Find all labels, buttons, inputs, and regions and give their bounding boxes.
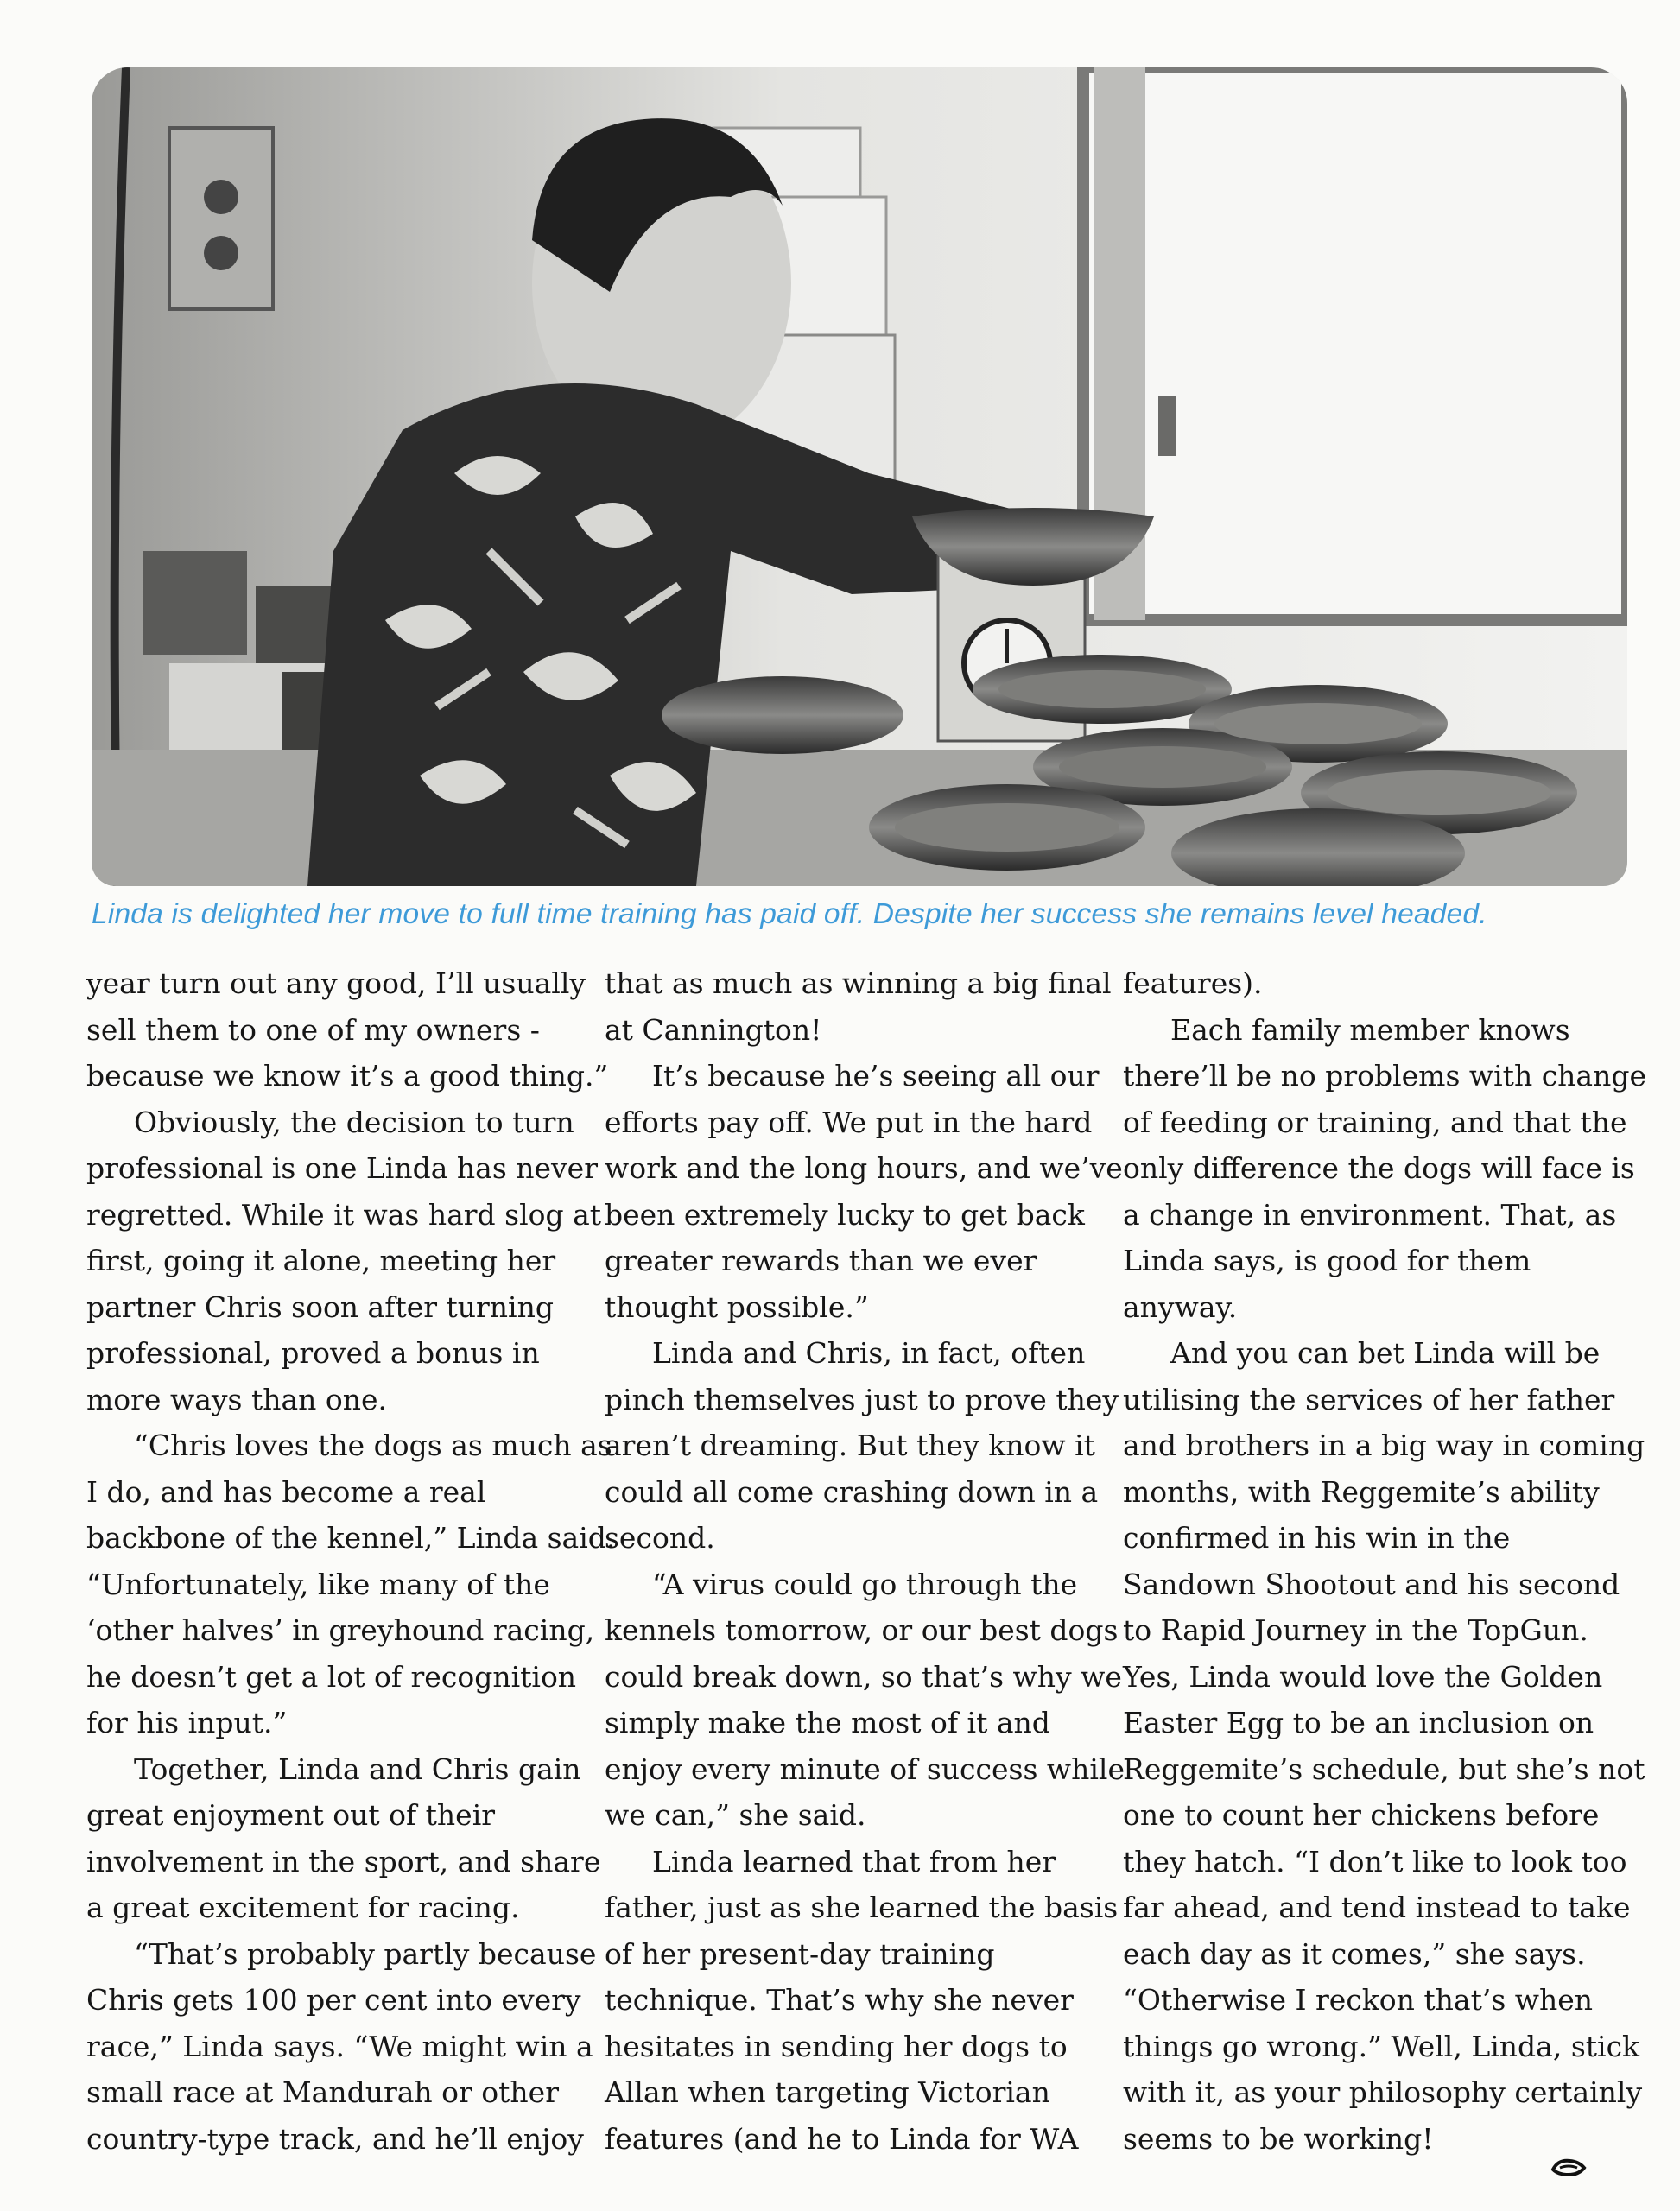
- text-line: of feeding or training, and that the: [1123, 1105, 1627, 1139]
- text-line: a great excitement for racing.: [86, 1891, 520, 1924]
- text-line: thought possible.”: [605, 1289, 869, 1324]
- text-line: aren’t dreaming. But they know it: [605, 1429, 1095, 1462]
- text-line: more ways than one.: [86, 1382, 388, 1416]
- text-line: involvement in the sport, and share: [86, 1844, 601, 1878]
- text-line: regretted. While it was hard slog at: [86, 1197, 602, 1232]
- text-line: that as much as winning a big final: [605, 966, 1112, 1000]
- text-line: Yes, Linda would love the Golden: [1123, 1659, 1603, 1694]
- text-line: Linda and Chris, in fact, often: [652, 1336, 1086, 1370]
- article-column-3: [1123, 960, 1647, 2204]
- text-line: at Cannington!: [605, 1012, 822, 1047]
- text-line: second.: [605, 1521, 715, 1555]
- text-line: Chris gets 100 per cent into every: [86, 1983, 581, 2017]
- text-line: “That’s probably partly because: [134, 1936, 597, 1971]
- text-line: And you can bet Linda will be: [1170, 1336, 1601, 1370]
- text-line: “A virus could go through the: [652, 1567, 1078, 1601]
- text-line: Easter Egg to be an inclusion on: [1123, 1706, 1594, 1739]
- text-line: greater rewards than we ever: [605, 1244, 1037, 1277]
- text-line: Allan when targeting Victorian: [605, 2075, 1050, 2109]
- text-line: confirmed in his win in the: [1123, 1521, 1511, 1555]
- text-line: enjoy every minute of success while: [605, 1752, 1125, 1786]
- text-line: seems to be working!: [1123, 2121, 1434, 2156]
- text-line: “Chris loves the dogs as much as: [134, 1429, 612, 1462]
- text-line: “Unfortunately, like many of the: [86, 1567, 550, 1601]
- text-line: been extremely lucky to get back: [605, 1197, 1085, 1232]
- text-line: of her present-day training: [605, 1936, 995, 1971]
- text-line: could break down, so that’s why we: [605, 1659, 1122, 1694]
- text-line: year turn out any good, I’ll usually: [86, 966, 586, 1000]
- text-line: It’s because he’s seeing all our: [652, 1059, 1100, 1093]
- text-line: with it, as your philosophy certainly: [1123, 2075, 1643, 2109]
- text-line: a change in environment. That, as: [1123, 1197, 1617, 1232]
- text-line: efforts pay off. We put in the hard: [605, 1105, 1093, 1139]
- text-line: features (and he to Linda for WA: [605, 2121, 1079, 2156]
- text-line: professional, proved a bonus in: [86, 1336, 540, 1370]
- text-line: simply make the most of it and: [605, 1706, 1050, 1739]
- text-line: ‘other halves’ in greyhound racing,: [86, 1613, 595, 1647]
- greyhound-end-mark-icon: [1550, 2154, 1588, 2180]
- text-line: Obviously, the decision to turn: [134, 1105, 574, 1139]
- text-line: great enjoyment out of their: [86, 1798, 496, 1832]
- text-line: kennels tomorrow, or our best dogs: [605, 1613, 1119, 1647]
- text-line: work and the long hours, and we’ve: [605, 1151, 1123, 1185]
- text-line: Together, Linda and Chris gain: [134, 1752, 581, 1786]
- text-line: we can,” she said.: [605, 1798, 866, 1832]
- text-line: Linda says, is good for them: [1123, 1244, 1531, 1277]
- text-line: to Rapid Journey in the TopGun.: [1123, 1613, 1588, 1647]
- text-line: Reggemite’s schedule, but she’s not: [1123, 1752, 1645, 1786]
- text-line: utilising the services of her father: [1123, 1382, 1615, 1416]
- text-line: could all come crashing down in a: [605, 1474, 1099, 1509]
- text-line: things go wrong.” Well, Linda, stick: [1123, 2029, 1640, 2063]
- photo-illustration: [92, 67, 1627, 886]
- text-line: country-type track, and he’ll enjoy: [86, 2121, 584, 2156]
- text-line: I do, and has become a real: [86, 1474, 486, 1509]
- text-line: sell them to one of my owners -: [86, 1012, 540, 1047]
- text-line: he doesn’t get a lot of recognition: [86, 1659, 577, 1694]
- text-line: father, just as she learned the basis: [605, 1891, 1119, 1924]
- article-photo: [92, 67, 1627, 886]
- text-line: technique. That’s why she never: [605, 1983, 1074, 2017]
- article-column-1: [86, 960, 616, 2204]
- text-line: and brothers in a big way in coming: [1123, 1429, 1645, 1462]
- text-line: Each family member knows: [1170, 1012, 1570, 1047]
- text-line: hesitates in sending her dogs to: [605, 2029, 1068, 2063]
- text-line: “Otherwise I reckon that’s when: [1123, 1983, 1594, 2017]
- text-line: months, with Reggemite’s ability: [1123, 1474, 1600, 1509]
- photo-caption: Linda is delighted her move to full time training has paid off. Despite her success she remains level headed.: [92, 898, 1487, 930]
- text-line: race,” Linda says. “We might win a: [86, 2029, 593, 2063]
- text-line: first, going it alone, meeting her: [86, 1244, 556, 1277]
- text-line: there’ll be no problems with change: [1123, 1059, 1647, 1093]
- text-line: small race at Mandurah or other: [86, 2075, 559, 2109]
- text-line: one to count her chickens before: [1123, 1798, 1600, 1832]
- text-line: professional is one Linda has never: [86, 1151, 598, 1185]
- text-line: Sandown Shootout and his second: [1123, 1567, 1620, 1601]
- text-line: partner Chris soon after turning: [86, 1289, 554, 1324]
- article-column-2: [605, 960, 1125, 2204]
- text-line: anyway.: [1123, 1289, 1238, 1324]
- text-line: they hatch. “I don’t like to look too: [1123, 1844, 1627, 1878]
- text-line: features).: [1123, 966, 1263, 1000]
- text-line: each day as it comes,” she says.: [1123, 1936, 1586, 1971]
- text-line: backbone of the kennel,” Linda said.: [86, 1521, 616, 1555]
- text-line: pinch themselves just to prove they: [605, 1382, 1119, 1416]
- text-line: for his input.”: [86, 1706, 288, 1739]
- text-line: Linda learned that from her: [652, 1844, 1056, 1878]
- text-line: far ahead, and tend instead to take: [1123, 1891, 1631, 1924]
- text-line: because we know it’s a good thing.”: [86, 1059, 609, 1093]
- text-line: only difference the dogs will face is: [1123, 1151, 1635, 1185]
